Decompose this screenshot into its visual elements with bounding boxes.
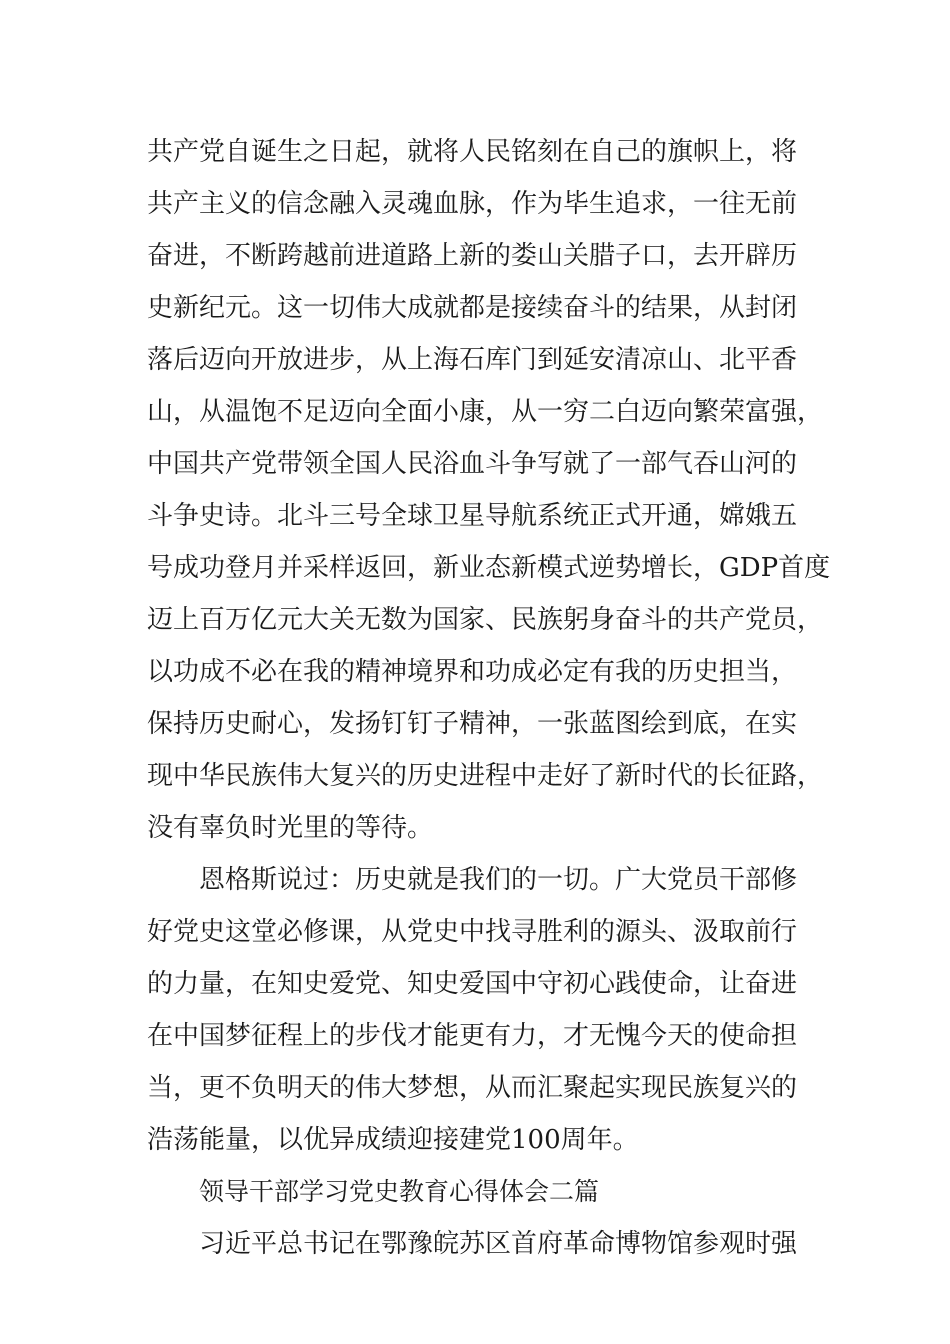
text-line: 中国共产党带领全国人民浴血斗争写就了一部气吞山河的 <box>147 449 798 479</box>
text-line: 共产党自诞生之日起，就将人民铭刻在自己的旗帜上，将 <box>147 137 798 167</box>
text-line: 史新纪元。这一切伟大成就都是接续奋斗的结果，从封闭 <box>147 293 798 323</box>
text-line: 习近平总书记在鄂豫皖苏区首府革命博物馆参观时强 <box>199 1229 798 1259</box>
text-line: 保持历史耐心，发扬钉钉子精神，一张蓝图绘到底，在实 <box>147 709 798 739</box>
paragraph-engels <box>147 854 807 1166</box>
text-line: 落后迈向开放进步，从上海石库门到延安清凉山、北平香 <box>147 345 798 375</box>
text-line: 迈上百万亿元大关无数为国家、民族躬身奋斗的共产党员， <box>147 605 824 635</box>
text-line: 山，从温饱不足迈向全面小康，从一穷二白迈向繁荣富强， <box>147 397 824 427</box>
text-line: 没有辜负时光里的等待。 <box>147 813 434 843</box>
text-line: 好党史这堂必修课，从党史中找寻胜利的源头、汲取前行 <box>147 917 798 947</box>
text-line: 奋进，不断跨越前进道路上新的娄山关腊子口，去开辟历 <box>147 241 798 271</box>
text-line: 浩荡能量，以优异成绩迎接建党100周年。 <box>147 1125 639 1155</box>
text-line: 恩格斯说过：历史就是我们的一切。广大党员干部修 <box>199 865 798 895</box>
paragraph-xi <box>147 1218 807 1270</box>
text-line: 当，更不负明天的伟大梦想，从而汇聚起实现民族复兴的 <box>147 1073 798 1103</box>
paragraph-continuation <box>147 126 831 854</box>
section-heading <box>147 1166 807 1218</box>
section-title: 领导干部学习党史教育心得体会二篇 <box>199 1177 600 1206</box>
document-body <box>147 126 831 1270</box>
text-line: 斗争史诗。北斗三号全球卫星导航系统正式开通，嫦娥五 <box>147 501 798 531</box>
text-line: 现中华民族伟大复兴的历史进程中走好了新时代的长征路， <box>147 761 824 791</box>
text-line: 在中国梦征程上的步伐才能更有力，才无愧今天的使命担 <box>147 1021 798 1051</box>
text-line: 以功成不必在我的精神境界和功成必定有我的历史担当， <box>147 657 798 687</box>
text-line: 共产主义的信念融入灵魂血脉，作为毕生追求，一往无前 <box>147 189 798 219</box>
text-line: 的力量，在知史爱党、知史爱国中守初心践使命，让奋进 <box>147 969 798 999</box>
text-line: 号成功登月并采样返回，新业态新模式逆势增长，GDP首度 <box>147 553 831 583</box>
